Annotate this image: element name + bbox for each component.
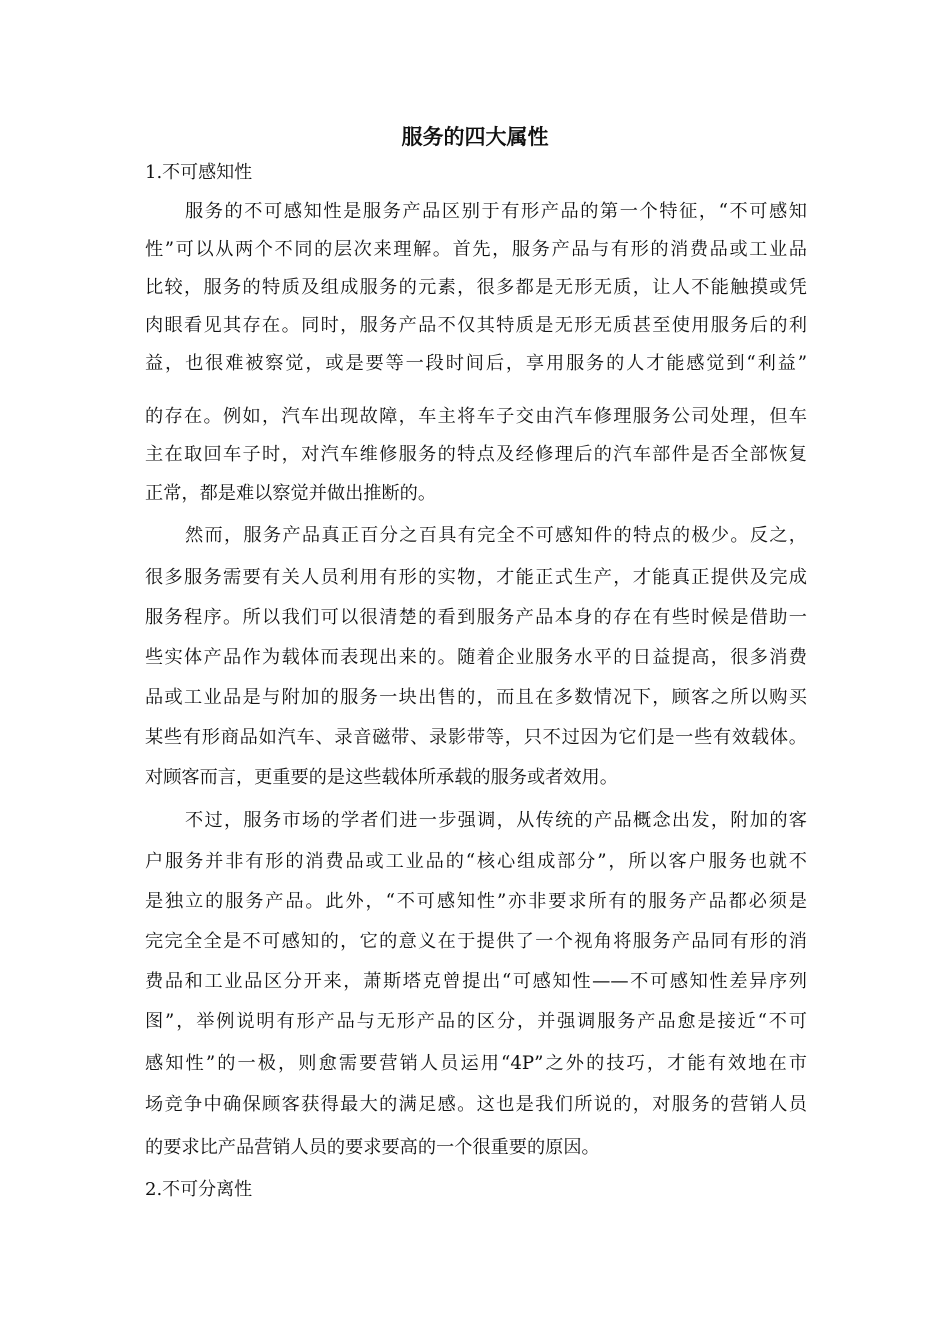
paragraph-line: 是独立的服务产品。此外，“不可感知性”亦非要求所有的服务产品都必须是 [145,891,807,912]
section-heading: 1.不可感知性 [145,162,253,183]
paragraph-line: 不过，服务市场的学者们进一步强调，从传统的产品概念出发，附加的客 [185,810,807,831]
paragraph-line: 正常，都是难以察觉并做出推断的。 [145,483,437,504]
paragraph-line: 些实体产品作为载体而表现出来的。随着企业服务水平的日益提高，很多消费 [145,647,807,668]
section-heading: 2.不可分离性 [145,1179,253,1200]
paragraph-line: 的要求比产品营销人员的要求要高的一个很重要的原因。 [145,1137,600,1158]
paragraph-line: 肉眼看见其存在。同时，服务产品不仅其特质是无形无质甚至使用服务后的利 [145,315,807,336]
paragraph-line: 很多服务需要有关人员利用有形的实物，才能正式生产，才能真正提供及完成 [145,567,807,588]
paragraph-line: 性”可以从两个不同的层次来理解。首先，服务产品与有形的消费品或工业品 [145,239,807,260]
paragraph-line: 费品和工业品区分开来，萧斯塔克曾提出“可感知性——不可感知性差异序列 [145,971,807,992]
paragraph-line: 场竞争中确保顾客获得最大的满足感。这也是我们所说的，对服务的营销人员 [145,1094,807,1115]
paragraph-line: 某些有形商品如汽车、录音磁带、录影带等，只不过因为它们是一些有效载体。 [145,727,807,748]
paragraph-line: 完完全全是不可感知的，它的意义在于提供了一个视角将服务产品同有形的消 [145,931,807,952]
paragraph-line: 品或工业品是与附加的服务一块出售的，而且在多数情况下，顾客之所以购买 [145,687,807,708]
paragraph-line: 服务的不可感知性是服务产品区别于有形产品的第一个特征，“不可感知 [185,201,807,222]
paragraph-line: 对顾客而言，更重要的是这些载体所承载的服务或者效用。 [145,767,618,788]
paragraph-line: 益，也很难被察觉，或是要等一段时间后，享用服务的人才能感觉到“利益” [145,353,807,374]
paragraph-line: 然而，服务产品真正百分之百具有完全不可感知件的特点的极少。反之， [185,525,807,546]
paragraph-line: 比较，服务的特质及组成服务的元素，很多都是无形无质，让人不能触摸或凭 [145,277,807,298]
paragraph-line: 图”，举例说明有形产品与无形产品的区分，并强调服务产品愈是接近“不可 [145,1011,807,1032]
paragraph-line: 主在取回车子时，对汽车维修服务的特点及经修理后的汽车部件是否全部恢复 [145,444,807,465]
document-title: 服务的四大属性 [401,125,549,149]
paragraph-line: 感知性”的一极，则愈需要营销人员运用“4P”之外的技巧，才能有效地在市 [145,1053,807,1074]
paragraph-line: 户服务并非有形的消费品或工业品的“核心组成部分”，所以客户服务也就不 [145,851,807,872]
paragraph-line: 服务程序。所以我们可以很清楚的看到服务产品本身的存在有些时候是借助一 [145,607,807,628]
paragraph-line: 的存在。例如，汽车出现故障，车主将车子交由汽车修理服务公司处理，但车 [145,406,807,427]
